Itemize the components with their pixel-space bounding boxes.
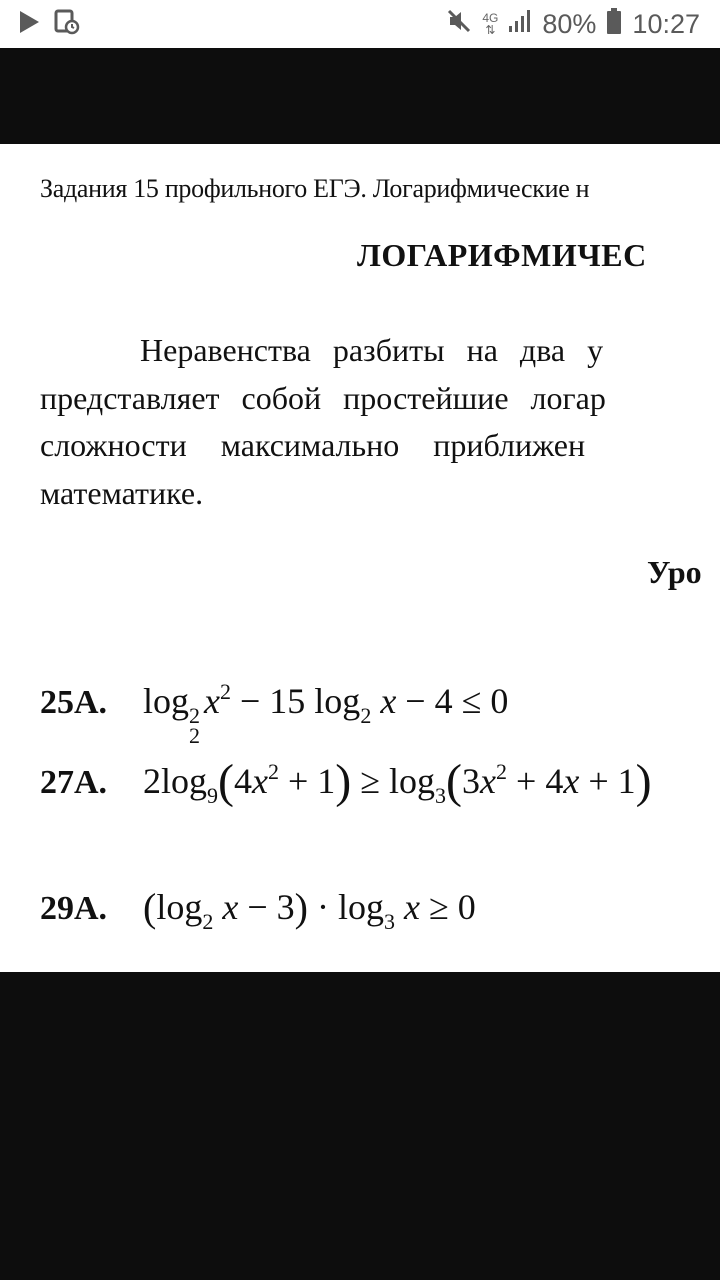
problem-number: 27А. [40,764,108,801]
problem-expression: $2\log_9(4x^2 + 1) \ge \log_3(3x^2 + 4x + 1)$ [143,755,652,808]
play-icon [18,10,40,39]
problem-29a [40,885,476,934]
document-title: ЛОГАРИФМИЧЕС [357,237,647,273]
data-arrows-icon: ⇅ [485,23,496,37]
network-type: 4G [482,11,499,25]
problem-number: 25А. [40,684,108,721]
document-page[interactable] [0,144,720,972]
mute-icon [446,8,472,41]
level-heading: Уро [647,554,702,590]
paragraph-line: представляет собой простейшие логар [40,380,606,416]
paragraph-line: математике. [40,475,204,511]
problem-number: 29А. [40,890,108,927]
status-bar [0,0,720,48]
status-left [18,10,80,38]
image-viewer-bottom-band [0,972,720,1280]
problem-27a [40,755,652,808]
network-indicator [482,12,498,36]
battery-icon [606,8,622,41]
paragraph-line: сложности максимально приближен [40,427,586,463]
signal-icon [508,9,532,40]
problem-expression: ($\log_2$ $x - 3) \cdot \log_3 x \ge 0$ [143,885,476,934]
document-header: Задания 15 профильного ЕГЭ. Логарифмические н [40,174,590,203]
paragraph-line: Неравенства разбиты на два у [140,332,604,368]
clock: 10:27 [632,8,700,39]
problem-expression: log 2 2 $x^2 - 15$ $\log_2 x - 4 \le 0$ [143,679,509,748]
battery-percent: 80% [542,8,597,39]
status-right [446,8,700,40]
image-viewer-top-band [0,48,720,144]
screenshot-notification-icon [54,9,80,40]
problem-25a [40,680,508,746]
